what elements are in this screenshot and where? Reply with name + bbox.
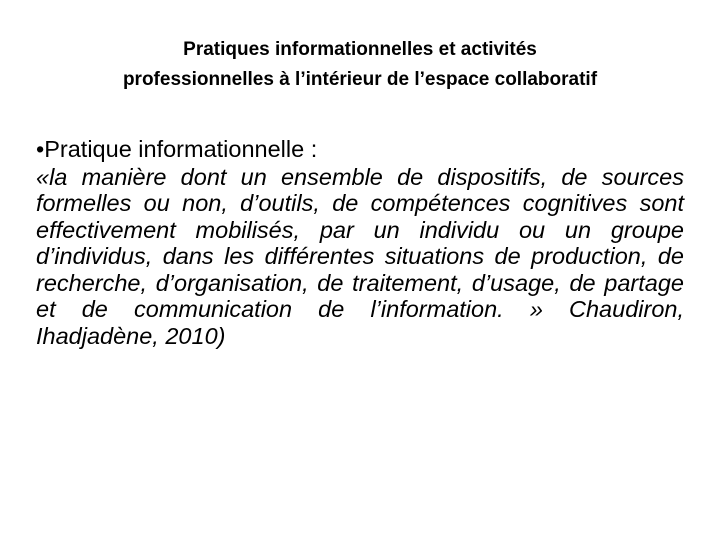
slide-title — [36, 35, 684, 95]
bullet-term: Pratique informationnelle — [44, 136, 305, 162]
title-line-1: Pratiques informationnelles et activités — [183, 39, 537, 60]
title-line-2: professionnelles à l’intérieur de l’espace collaboratif — [122, 69, 598, 90]
bullet-separator: : — [304, 136, 318, 162]
definition-quote: «la manière dont un ensemble de dispositifs, de sources formelles ou non, d’outils, de compétences cognitives sont effectivement mobilisés, par un individu ou un groupe d’individus, dans les différentes situations de production, de recherche, d’organisation, de traitement, d’usage, de partage et de communication de l’information. » Chaudiron, Ihadjadène, 2010) — [36, 163, 684, 349]
bullet-marker: • — [36, 136, 45, 162]
bullet-block — [36, 136, 684, 349]
bullet-heading — [36, 136, 684, 163]
